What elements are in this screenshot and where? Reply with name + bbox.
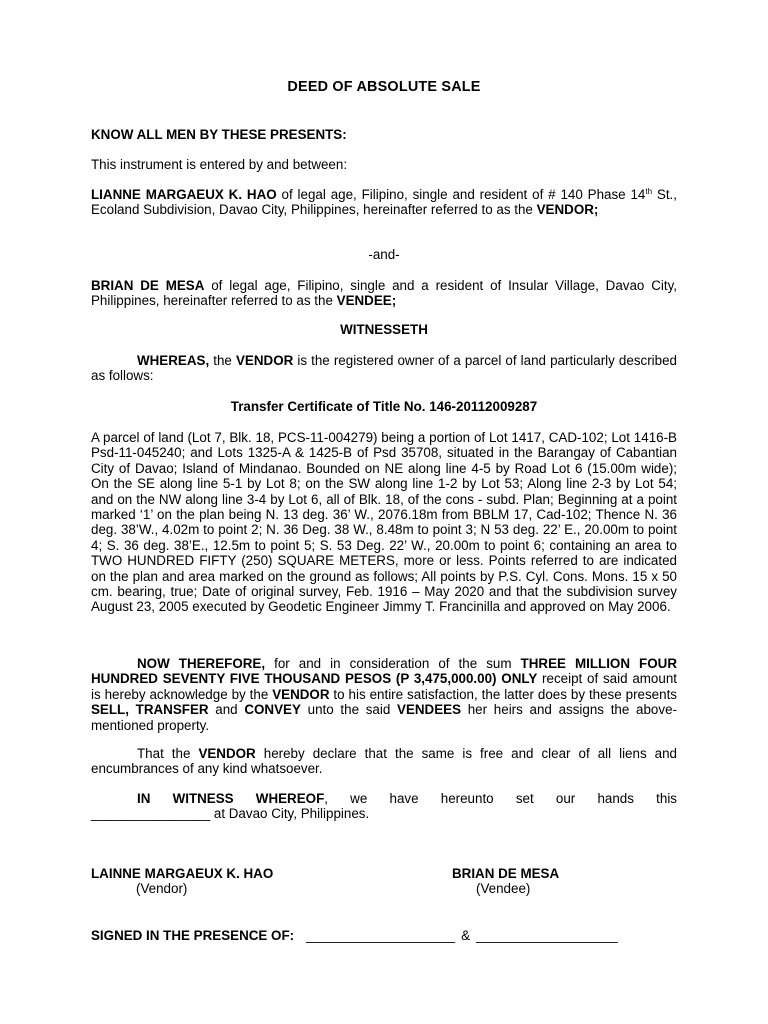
now-therefore-text-4: and — [208, 702, 245, 718]
intro-line: This instrument is entered by and between: — [91, 157, 348, 172]
vendor-signature-role: (Vendor) — [136, 881, 188, 896]
vendee-signature-role: (Vendee) — [476, 881, 531, 896]
now-therefore-paragraph — [91, 656, 677, 733]
now-therefore-lead: NOW THEREFORE, — [137, 656, 266, 671]
in-witness-line-1 — [91, 791, 677, 806]
presence-row — [91, 928, 618, 943]
and-separator: -and- — [368, 247, 400, 262]
whereas-text-1: the — [209, 353, 236, 368]
vendor-text-2: St., Ecoland Subdivision, Davao City, Philippines, hereinafter referred to as the — [91, 187, 677, 218]
vendor-role: VENDOR; — [536, 202, 599, 218]
whereas-lead: WHEREAS, — [137, 353, 210, 368]
now-therefore-vendor: VENDOR — [272, 686, 330, 702]
declaration-paragraph — [91, 746, 677, 777]
declaration-text-1: That the — [137, 746, 199, 761]
vendee-signature-name: BRIAN DE MESA — [452, 866, 560, 881]
convey: CONVEY — [244, 702, 301, 718]
vendor-text-1: of legal age, Filipino, single and resident of # 140 Phase 14 — [276, 187, 646, 202]
witness-line-1: ____________________ — [306, 928, 456, 943]
vendor-sup: th — [645, 187, 653, 196]
now-therefore-text-5: unto the said — [300, 702, 398, 718]
declaration-text-2: hereby declare that the same is free and clear of all liens and encumbrances of any kind whatsoever. — [91, 746, 677, 777]
land-description: A parcel of land (Lot 7, Blk. 18, PCS-11-004279) being a portion of Lot 1417, CAD-102; Lot 1416-B Psd-11-045240; and Lots 1325-A & 1425-B of Psd 35708, situated in the Barangay of Cabantian City of Davao; Island of Mindanao. Bounded on NE along line 4-5 by Road Lot 6 (15.00m wide); On the SE along line 5-1 by Lot 8; on the SW along line 1-2 by Lot 53; Along line 2-3 by Lot 54; and on the NW along line 3-4 by Lot 6, all of Blk. 18, of the cons - subd. Plan; Beginning at a point marked ‘1’ on the plan being N. 13 deg. 36’ W., 2076.18m from BBLM 17, Cad-102; Thence N. 36 deg. 38’W., 4.02m to point 2; N. 36 Deg. 38 W., 8.48m to point 3; N 53 deg. 22’ E., 20.00m to point 4; S. 36 deg. 38’E., 12.5m to point 5; S. 53 Deg. 22’ W., 20.00m to point 6; containing an area to TWO HUNDRED FIFTY (250) SQUARE METERS, more or less. Points referred to are indicated on the plan and area marked on the ground as follows; All points by P.S. Cyl. Cons. Mons. 15 x 50 cm. bearing, true; Date of original survey, Feb. 1916 – May 2020 and that the subdivision survey August 23, 2005 executed by Geodetic Engineer Jimmy T. Francinilla and approved on May 2006. — [91, 430, 677, 615]
in-witness-text: , we have hereunto set our hands this — [324, 791, 677, 806]
declaration-vendor: VENDOR — [198, 746, 256, 761]
vendee-role: VENDEE; — [336, 293, 397, 309]
vendee-name: BRIAN DE MESA — [91, 278, 205, 293]
witnesseth-heading: WITNESSETH — [340, 322, 428, 337]
now-therefore-text-6: her heirs and assigns the above-mentioned property. — [91, 702, 677, 733]
sale-amount: THREE MILLION FOUR HUNDRED SEVENTY FIVE THOUSAND PESOS (P 3,475,000.00) ONLY — [91, 656, 677, 687]
witness-line-2: ___________________ — [476, 928, 618, 943]
now-therefore-vendees: VENDEES — [397, 702, 462, 718]
sell-transfer: SELL, TRANSFER — [91, 702, 209, 718]
ampersand: & — [461, 928, 471, 943]
presence-label: SIGNED IN THE PRESENCE OF: — [91, 928, 295, 943]
in-witness-line-2: ________________ at Davao City, Philippines. — [91, 806, 370, 821]
now-therefore-text-3: to his entire satisfaction, the latter does by these presents — [329, 686, 677, 702]
whereas-vendor: VENDOR — [235, 353, 294, 368]
now-therefore-text-2: receipt of said amount is hereby acknowledge by the — [91, 671, 677, 702]
vendor-party-paragraph — [91, 187, 677, 218]
vendee-party-paragraph — [91, 278, 677, 309]
vendor-signature-name: LAINNE MARGAEUX K. HAO — [91, 866, 274, 881]
now-therefore-text-1: for and in consideration of the sum — [265, 656, 521, 671]
title-certificate: Transfer Certificate of Title No. 146-20112009287 — [230, 399, 538, 414]
vendee-text: of legal age, Filipino, single and a resident of Insular Village, Davao City, Philippines, hereinafter referred to as the — [91, 278, 677, 309]
whereas-text-2: is the registered owner of a parcel of land particularly described as follows: — [91, 353, 677, 384]
vendor-name: LIANNE MARGAEUX K. HAO — [91, 187, 277, 202]
in-witness-lead: IN WITNESS WHEREOF — [137, 791, 325, 806]
document-title: DEED OF ABSOLUTE SALE — [287, 79, 481, 95]
opening-line: KNOW ALL MEN BY THESE PRESENTS: — [91, 127, 347, 142]
whereas-paragraph — [91, 353, 677, 384]
